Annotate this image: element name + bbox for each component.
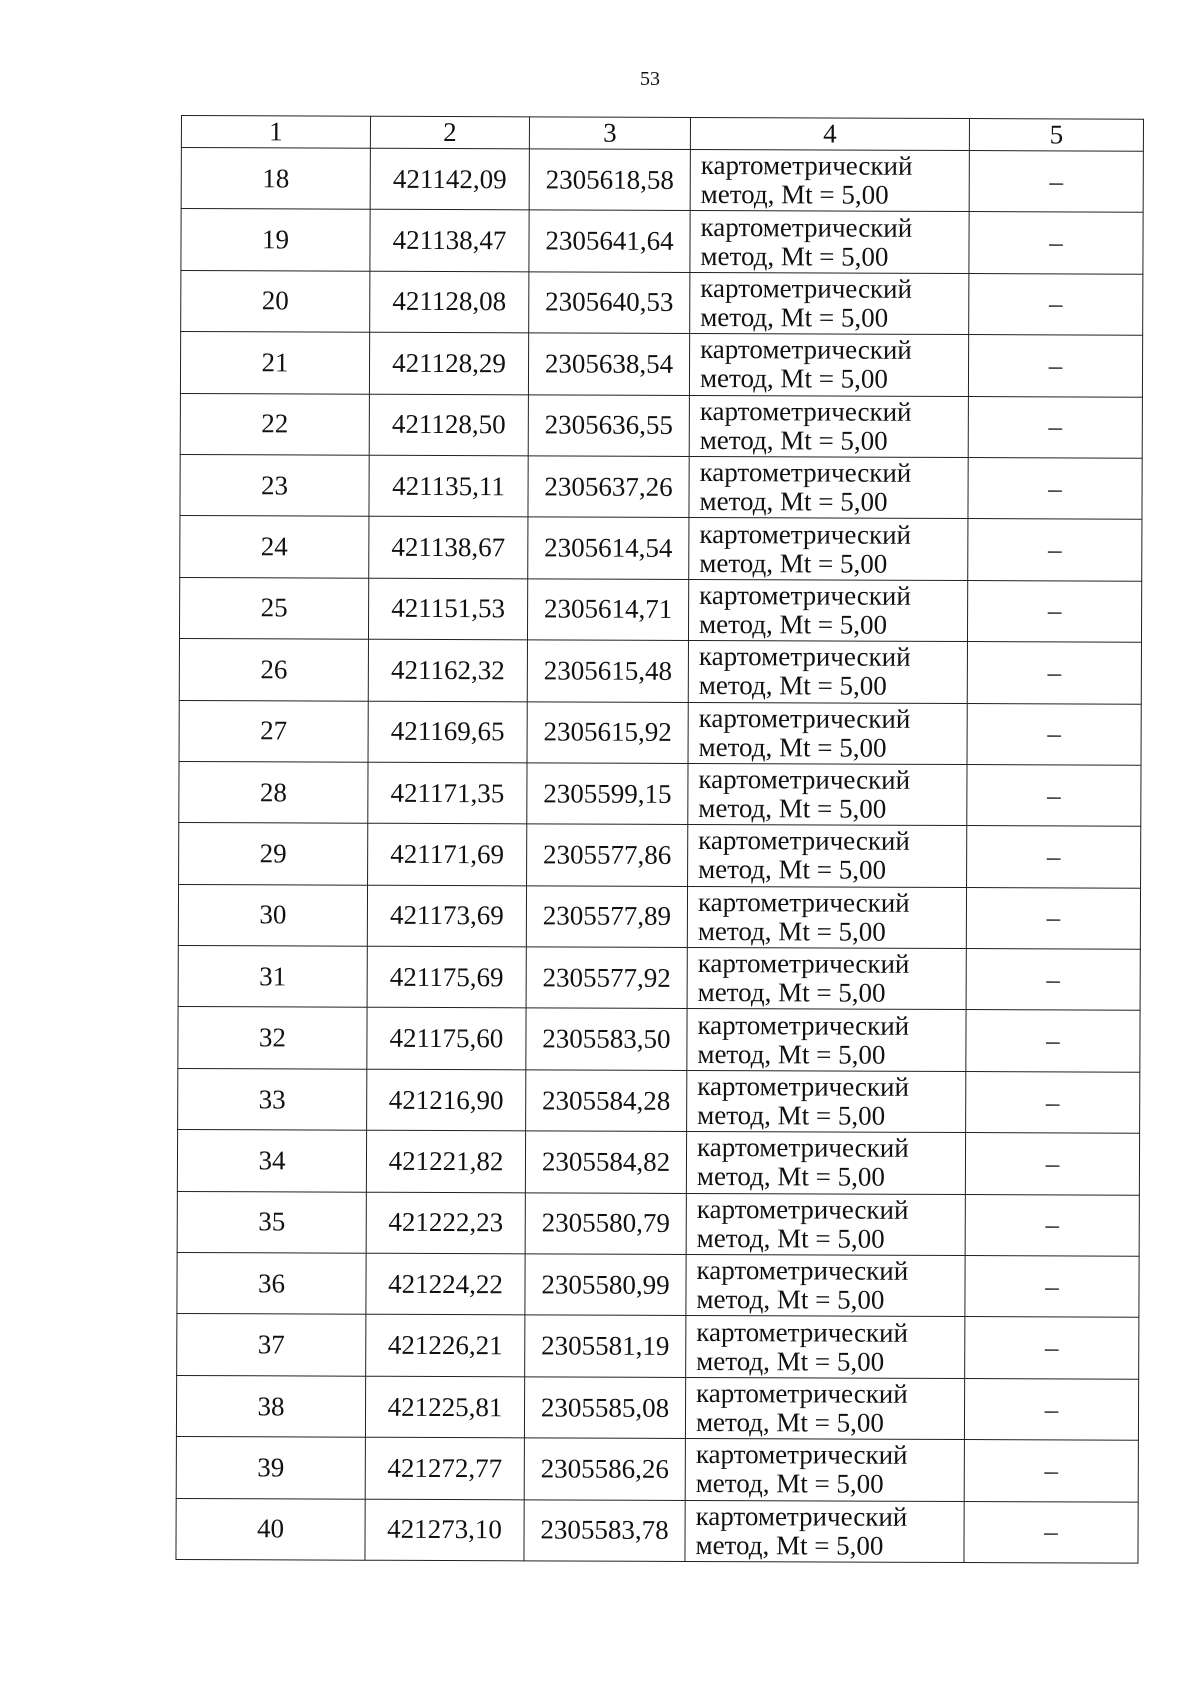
y-coordinate-cell: 2305614,71 [527,579,688,641]
method-line-2: метод, Mt = 5,00 [695,1406,885,1438]
method-cell [686,1132,965,1194]
method-line-1: картометрический [698,764,911,795]
table-row [177,1253,1139,1318]
y-coordinate-cell: 2305585,08 [524,1377,685,1439]
note-cell: – [968,457,1142,519]
x-coordinate-cell: 421169,65 [368,701,527,763]
table-row [180,516,1142,581]
method-cell [687,886,966,948]
note-cell: – [967,826,1141,888]
method-cell [685,1439,964,1501]
column-header-3: 3 [529,117,690,150]
table-header [181,116,1143,152]
x-coordinate-cell: 421151,53 [368,578,527,640]
method-cell [689,456,968,518]
point-number-cell: 33 [178,1068,367,1130]
note-cell: – [966,949,1140,1011]
note-cell: – [969,273,1143,335]
point-number-cell: 35 [177,1191,366,1253]
method-cell [690,149,969,211]
y-coordinate-cell: 2305584,28 [526,1070,687,1132]
table-row [177,1314,1139,1379]
method-line-2: метод, Mt = 5,00 [696,1222,885,1254]
table-row [177,1130,1139,1195]
method-cell [686,1254,965,1316]
point-number-cell: 30 [178,884,367,946]
method-line-1: картометрический [698,825,910,857]
point-number-cell: 21 [180,332,369,394]
y-coordinate-cell: 2305599,15 [527,763,688,825]
note-cell: – [969,212,1143,274]
column-header-5: 5 [969,119,1143,152]
table-row [176,1498,1138,1563]
method-line-2: метод, Mt = 5,00 [700,179,889,210]
column-header-2: 2 [370,116,529,149]
y-coordinate-cell: 2305577,86 [527,824,688,886]
method-line-2: метод, Mt = 5,00 [695,1468,884,1500]
method-line-1: картометрический [699,518,912,550]
method-line-1: картометрический [699,457,912,488]
y-coordinate-cell: 2305577,92 [526,947,687,1009]
point-number-cell: 22 [180,393,369,455]
point-number-cell: 27 [179,700,368,762]
method-line-1: картометрический [697,1009,910,1041]
method-line-1: картометрический [697,1071,909,1102]
method-cell [687,1009,966,1071]
table-row [178,1068,1140,1133]
page-number: 53 [640,68,660,90]
point-number-cell: 37 [177,1314,366,1376]
x-coordinate-cell: 421142,09 [370,148,529,210]
method-line-2: метод, Mt = 5,00 [695,1529,884,1561]
method-line-2: метод, Mt = 5,00 [700,301,889,333]
table-row [181,270,1143,335]
method-line-1: картометрический [699,579,911,611]
method-line-2: метод, Mt = 5,00 [697,1100,886,1131]
method-line-2: метод, Mt = 5,00 [698,670,887,702]
note-cell: – [966,1010,1140,1072]
method-line-1: картометрический [696,1132,909,1164]
method-cell [687,948,966,1010]
y-coordinate-cell: 2305583,50 [526,1008,687,1070]
method-line-1: картометрический [698,702,911,734]
method-cell [689,334,968,396]
method-line-2: метод, Mt = 5,00 [697,915,886,947]
method-line-1: картометрический [700,150,913,181]
table-row [180,454,1142,519]
point-number-cell: 20 [181,270,370,332]
x-coordinate-cell: 421222,23 [366,1192,525,1254]
method-cell [688,763,967,825]
note-cell: – [967,580,1141,642]
method-line-2: метод, Mt = 5,00 [696,1284,885,1315]
table-row [179,761,1141,826]
y-coordinate-cell: 2305636,55 [528,394,689,456]
method-cell [685,1500,964,1562]
method-line-1: картометрический [696,1377,908,1409]
column-header-1: 1 [181,116,370,149]
method-cell [686,1193,965,1255]
table-row [179,823,1141,888]
y-coordinate-cell: 2305584,82 [525,1131,686,1193]
method-line-1: картометрический [697,948,910,980]
x-coordinate-cell: 421216,90 [367,1069,526,1131]
table-row [180,332,1142,397]
table-row [178,1007,1140,1072]
point-number-cell: 28 [179,761,368,823]
y-coordinate-cell: 2305615,48 [527,640,688,702]
table-row [178,946,1140,1011]
point-number-cell: 25 [179,577,368,639]
method-line-1: картометрический [700,334,912,366]
method-line-1: картометрический [697,886,910,918]
y-coordinate-cell: 2305581,19 [525,1315,686,1377]
x-coordinate-cell: 421171,69 [368,824,527,886]
table-row [179,700,1141,765]
note-cell: – [967,764,1141,826]
header-row [181,116,1143,152]
note-cell: – [969,151,1143,213]
x-coordinate-cell: 421138,67 [369,517,528,579]
method-line-1: картометрический [696,1193,909,1225]
method-line-2: метод, Mt = 5,00 [699,363,889,395]
y-coordinate-cell: 2305618,58 [529,149,690,211]
note-cell: – [964,1501,1138,1563]
method-line-2: метод, Mt = 5,00 [696,1161,885,1193]
method-cell [689,518,968,580]
x-coordinate-cell: 421221,82 [366,1130,525,1192]
point-number-cell: 26 [179,639,368,701]
point-number-cell: 18 [181,148,370,210]
y-coordinate-cell: 2305583,78 [524,1499,685,1561]
x-coordinate-cell: 421272,77 [365,1437,524,1499]
method-line-2: метод, Mt = 5,00 [700,240,889,272]
table-row [177,1191,1139,1256]
point-number-cell: 40 [176,1498,365,1560]
x-coordinate-cell: 421226,21 [366,1315,525,1377]
point-number-cell: 19 [181,209,370,271]
method-line-1: картометрический [698,641,911,673]
y-coordinate-cell: 2305640,53 [529,272,690,334]
x-coordinate-cell: 421128,08 [370,271,529,333]
note-cell: – [967,642,1141,704]
method-cell [688,579,967,641]
y-coordinate-cell: 2305580,99 [525,1254,686,1316]
y-coordinate-cell: 2305637,26 [528,456,689,518]
method-line-2: метод, Mt = 5,00 [698,793,887,824]
x-coordinate-cell: 421175,69 [367,946,526,1008]
x-coordinate-cell: 421128,29 [369,332,528,394]
y-coordinate-cell: 2305615,92 [527,701,688,763]
table-row [179,639,1141,704]
table-row [180,393,1142,458]
note-cell: – [965,1256,1139,1318]
point-number-cell: 31 [178,946,367,1008]
method-line-2: метод, Mt = 5,00 [697,1038,886,1070]
table-row [178,884,1140,949]
y-coordinate-cell: 2305577,89 [526,886,687,948]
y-coordinate-cell: 2305614,54 [528,517,689,579]
point-number-cell: 29 [179,823,368,885]
method-cell [685,1377,964,1439]
point-number-cell: 24 [180,516,369,578]
point-number-cell: 38 [176,1375,365,1437]
table-row [181,209,1143,274]
coordinates-table [175,115,1144,1564]
method-cell [690,211,969,273]
column-header-4: 4 [690,117,969,150]
method-line-2: метод, Mt = 5,00 [697,977,886,1008]
point-number-cell: 36 [177,1253,366,1315]
note-cell: – [968,335,1142,397]
note-cell: – [968,519,1142,581]
method-line-1: картометрический [699,395,912,427]
table-row [176,1375,1138,1440]
method-line-2: метод, Mt = 5,00 [698,608,888,640]
table-body [176,148,1143,1564]
method-cell [690,272,969,334]
x-coordinate-cell: 421224,22 [366,1253,525,1315]
method-line-2: метод, Mt = 5,00 [699,547,888,579]
note-cell: – [967,703,1141,765]
x-coordinate-cell: 421225,81 [365,1376,524,1438]
method-line-1: картометрический [695,1439,908,1471]
x-coordinate-cell: 421175,60 [367,1008,526,1070]
note-cell: – [968,396,1142,458]
y-coordinate-cell: 2305580,79 [525,1192,686,1254]
method-line-2: метод, Mt = 5,00 [696,1345,885,1377]
x-coordinate-cell: 421135,11 [369,455,528,517]
method-line-1: картометрический [700,272,913,304]
note-cell: – [964,1440,1138,1502]
x-coordinate-cell: 421273,10 [365,1499,524,1561]
point-number-cell: 34 [177,1130,366,1192]
note-cell: – [966,1071,1140,1133]
method-cell [688,702,967,764]
table-row [179,577,1141,642]
note-cell: – [966,887,1140,949]
method-line-1: картометрический [696,1255,909,1287]
method-line-2: метод, Mt = 5,00 [698,731,887,763]
method-cell [688,825,967,887]
y-coordinate-cell: 2305586,26 [524,1438,685,1500]
note-cell: – [965,1194,1139,1256]
point-number-cell: 23 [180,454,369,516]
method-line-2: метод, Mt = 5,00 [699,424,888,456]
method-cell [688,641,967,703]
method-cell [687,1070,966,1132]
note-cell: – [964,1378,1138,1440]
x-coordinate-cell: 421162,32 [368,639,527,701]
x-coordinate-cell: 421138,47 [370,210,529,272]
table-row [176,1437,1138,1502]
y-coordinate-cell: 2305641,64 [529,210,690,272]
x-coordinate-cell: 421128,50 [369,394,528,456]
x-coordinate-cell: 421173,69 [367,885,526,947]
point-number-cell: 32 [178,1007,367,1069]
method-line-1: картометрический [695,1500,908,1532]
x-coordinate-cell: 421171,35 [368,762,527,824]
point-number-cell: 39 [176,1437,365,1499]
table-row [181,148,1143,213]
method-line-1: картометрический [700,211,913,243]
method-line-1: картометрический [696,1316,909,1348]
method-line-2: метод, Mt = 5,00 [698,854,887,886]
note-cell: – [965,1317,1139,1379]
method-cell [686,1316,965,1378]
note-cell: – [965,1133,1139,1195]
y-coordinate-cell: 2305638,54 [528,333,689,395]
method-cell [689,395,968,457]
method-line-2: метод, Mt = 5,00 [699,486,888,517]
